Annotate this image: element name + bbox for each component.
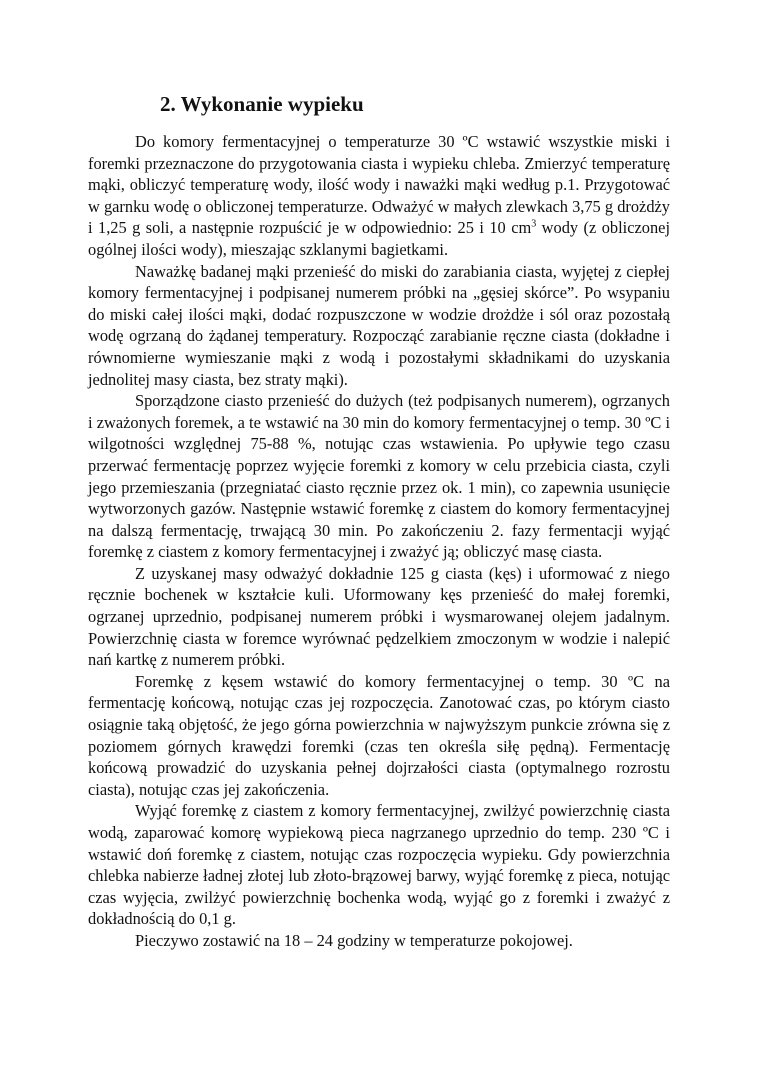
- paragraph-1: [88, 131, 670, 261]
- superscript-3: 3: [531, 218, 537, 230]
- paragraph-5: Foremkę z kęsem wstawić do komory fermentacyjnej o temp. 30 ºC na fermentację końcową, notując czas jej rozpoczęcia. Zanotować czas, po którym ciasto osiągnie taką objętość, że jego górna powierzchnia w najwyższym punkcie zrówna się z poziomem górnych krawędzi foremki (czas ten określa siłę pędną). Fermentację końcową prowadzić do uzyskania pełnej dojrzałości ciasta (optymalnego rozrostu ciasta), notując czas jej zakończenia.: [88, 671, 670, 799]
- paragraph-1-text-a: Do komory fermentacyjnej o temperaturze 30 ºC wstawić wszystkie miski i foremki przeznaczone do przygotowania ciasta i wypieku chleba. Zmierzyć temperaturę mąki, obliczyć temperaturę wody, ilość wody i naważki mąki według p.1. Przygotować w garnku wodę o obliczonej temperaturze. Odważyć w małych zlewkach 3,75 g drożdży i 1,25 g soli, a następnie rozpuścić je w odpowiednio: 25 i 10 cm: [88, 132, 670, 238]
- section-heading: 2. Wykonanie wypieku: [160, 92, 364, 116]
- paragraph-7: Pieczywo zostawić na 18 – 24 godziny w temperaturze pokojowej.: [135, 930, 573, 950]
- paragraph-2: Naważkę badanej mąki przenieść do miski do zarabiania ciasta, wyjętej z ciepłej komory fermentacyjnej i podpisanej numerem próbki na „gęsiej skórce”. Po wsypaniu do miski całej ilości mąki, dodać rozpuszczone w wodzie drożdże i sól oraz pozostałą wodę ogrzaną do żądanej temperatury. Rozpocząć zarabianie ręczne ciasta (dokładne i równomierne wymieszanie mąki z wodą i pozostałymi składnikami do uzyskania jednolitej masy ciasta, bez straty mąki).: [88, 261, 670, 389]
- paragraph-1-text-b: wody (z obliczonej ogólnej ilości wody), mieszając szklanymi bagietkami.: [88, 218, 670, 259]
- paragraph-6: Wyjąć foremkę z ciastem z komory fermentacyjnej, zwilżyć powierzchnię ciasta wodą, zaparować komorę wypiekową pieca nagrzanego uprzednio do temp. 230 ºC i wstawić doń foremkę z ciastem, notując czas rozpoczęcia wypieku. Gdy powierzchnia chlebka nabierze ładnej złotej lub złoto-brązowej barwy, wyjąć foremkę z pieca, notując czas wyjęcia, zwilżyć powierzchnię bochenka wodą, wyjąć go z foremki i zważyć z dokładnością do 0,1 g.: [88, 801, 670, 929]
- paragraph-3: Sporządzone ciasto przenieść do dużych (też podpisanych numerem), ogrzanych i zważonych foremek, a te wstawić na 30 min do komory fermentacyjnej o temp. 30 ºC i wilgotności względnej 75-88 %, notując czas wstawienia. Po upływie tego czasu przerwać fermentację poprzez wyjęcie foremki z komory w celu przebicia ciasta, czyli jego przemieszania (przegniatać ciasto ręcznie przez ok. 1 min), co zapewnia usunięcie wytworzonych gazów. Następnie wstawić foremkę z ciastem do komory fermentacyjnej na dalszą fermentację, trwającą 30 min. Po zakończeniu 2. fazy fermentacji wyjąć foremkę z ciastem z komory fermentacyjnej i zważyć ją; obliczyć masę ciasta.: [88, 391, 670, 562]
- document-page: [88, 90, 670, 952]
- paragraph-4: Z uzyskanej masy odważyć dokładnie 125 g ciasta (kęs) i uformować z niego ręcznie bochenek w kształcie kuli. Uformowany kęs przenieść do małej foremki, ogrzanej uprzednio, podpisanej numerem próbki i wysmarowanej olejem jadalnym. Powierzchnię ciasta w foremce wyrównać pędzelkiem zmoczonym w wodzie i nalepić nań kartkę z numerem próbki.: [88, 563, 670, 670]
